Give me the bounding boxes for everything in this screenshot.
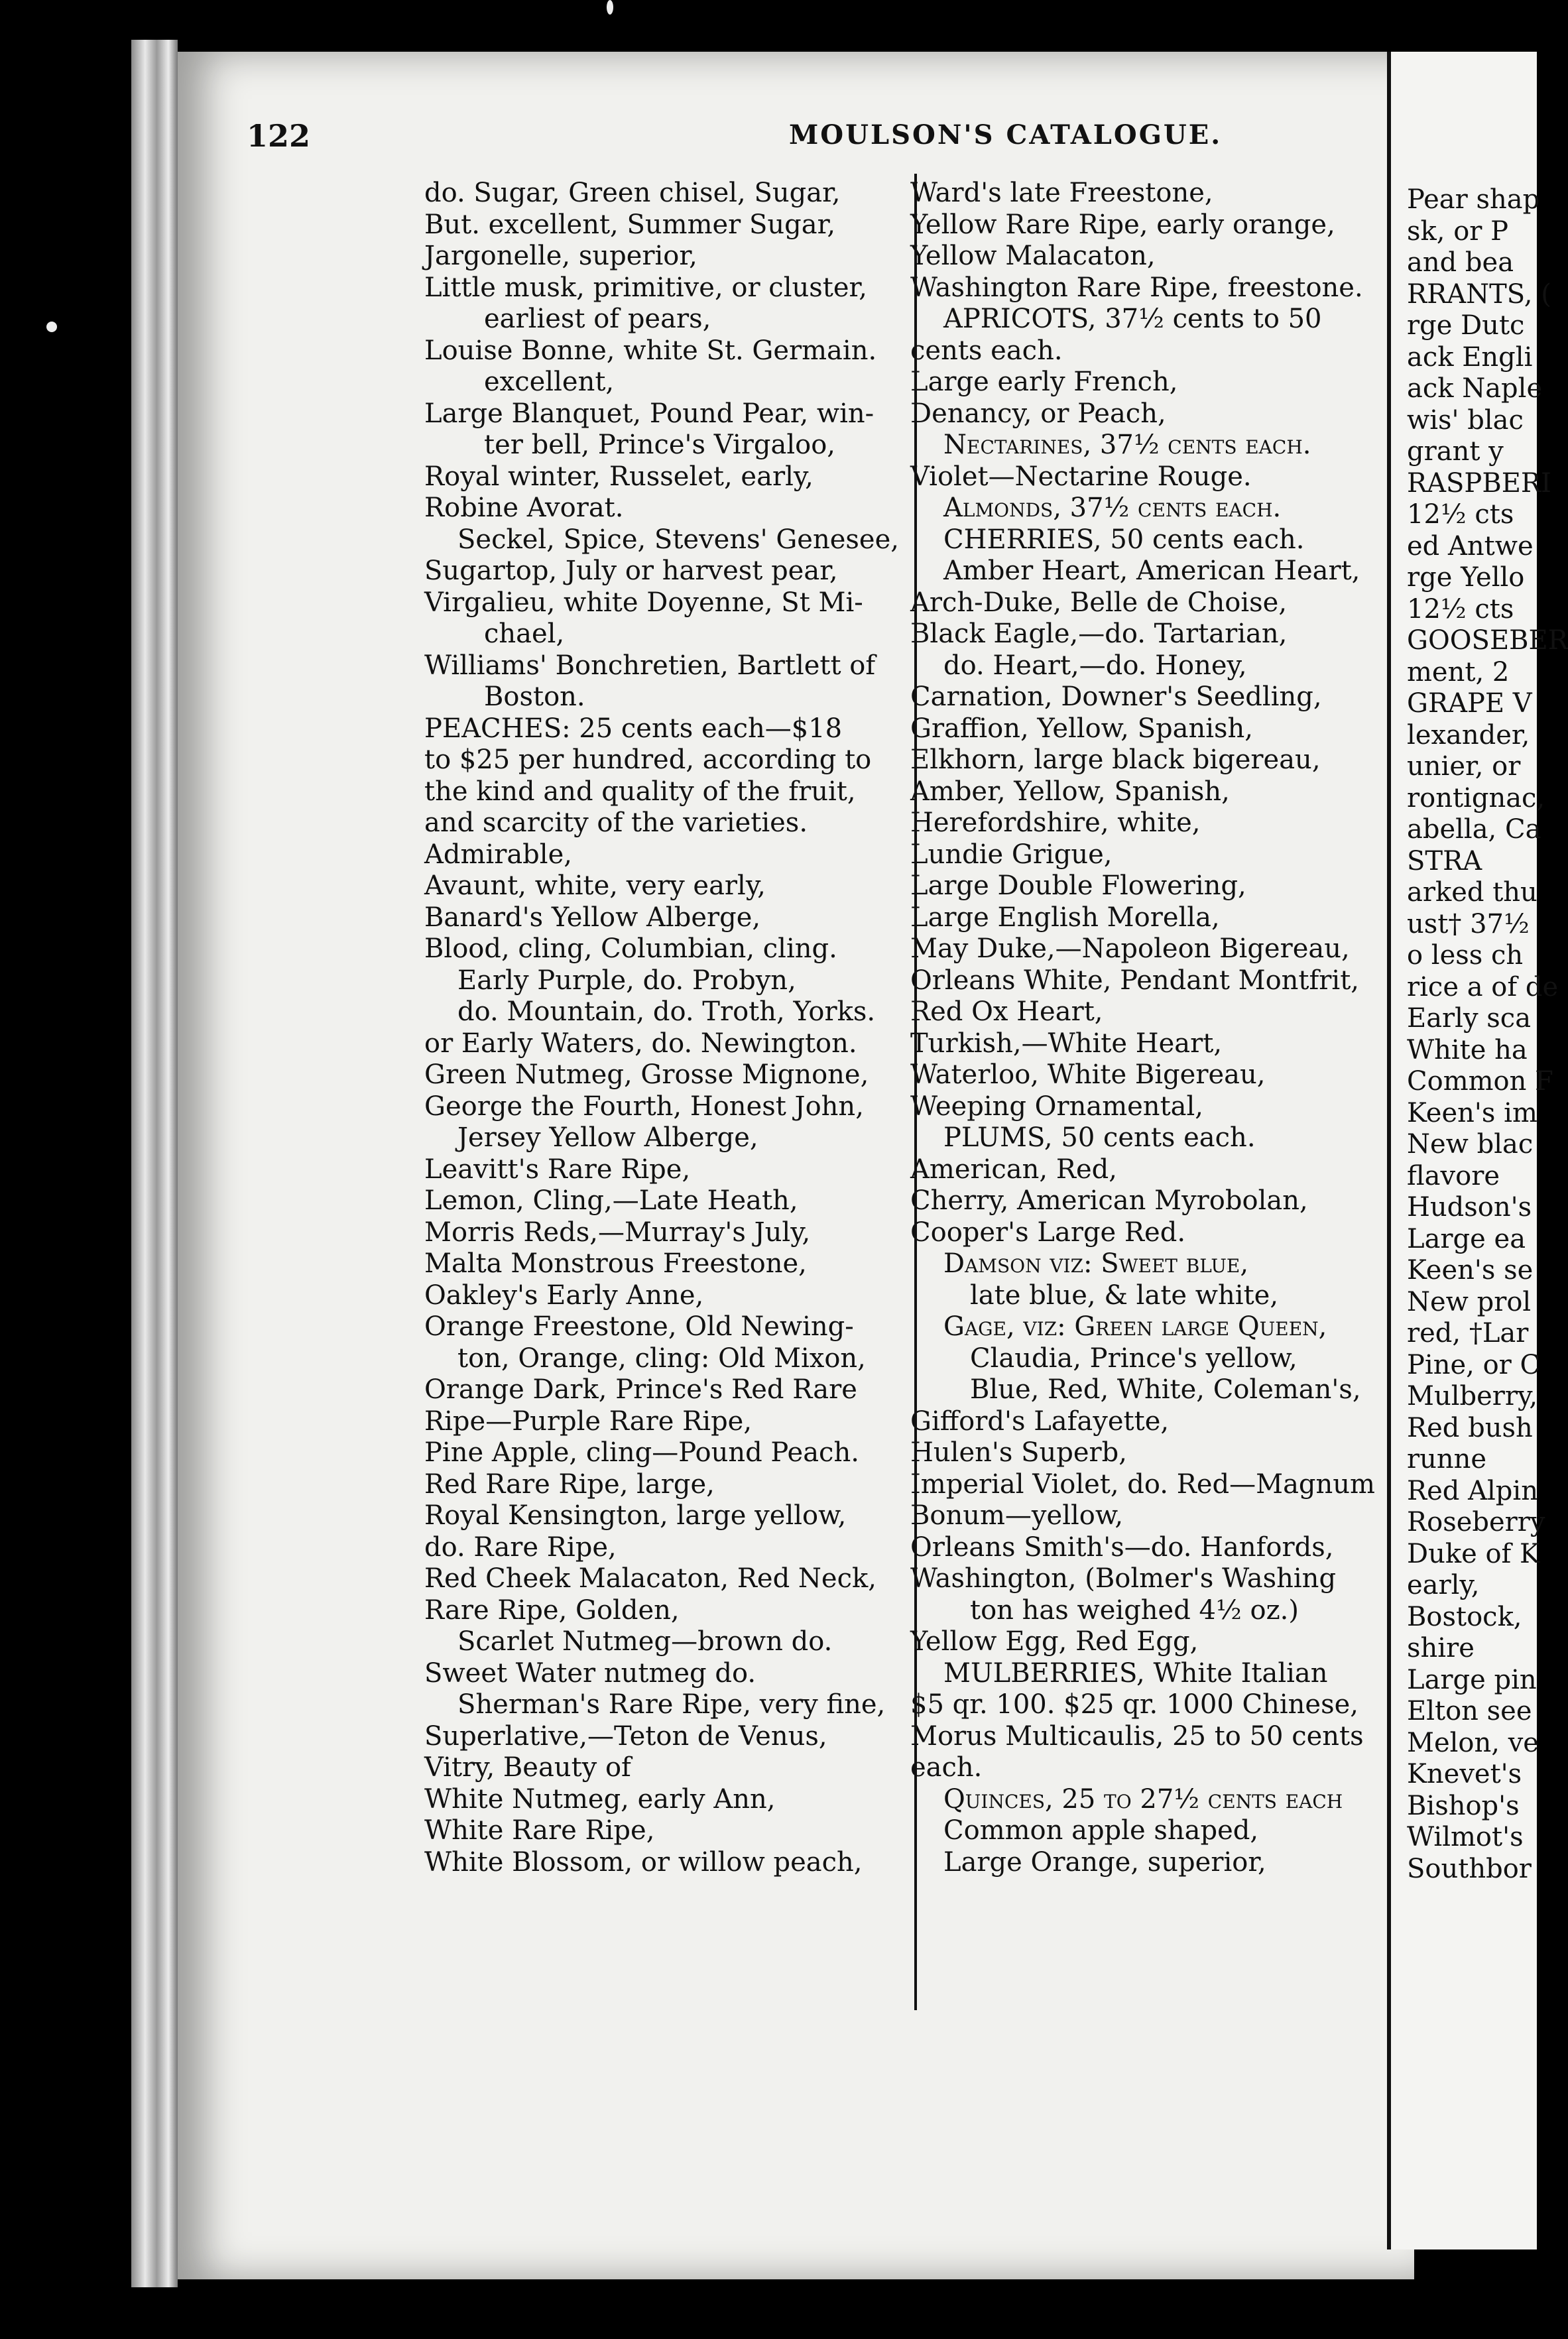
- text-line: Large ea: [1407, 1223, 1526, 1254]
- text-line: sk, or P: [1407, 215, 1509, 247]
- text-line: shire: [1407, 1633, 1475, 1663]
- text-line: Large pin: [1407, 1664, 1537, 1695]
- text-line: ed Antwe: [1407, 530, 1534, 562]
- text-line: Jargonelle, superior,: [424, 241, 697, 271]
- text-line: rge Yello: [1407, 562, 1525, 593]
- text-line: Morus Multicaulis, 25 to 50 cents: [910, 1720, 1364, 1752]
- text-line: Vitry, Beauty of: [424, 1752, 631, 1783]
- text-line: red, †Lar: [1407, 1318, 1529, 1349]
- running-title: MOULSON'S CATALOGUE.: [789, 119, 1223, 150]
- text-line: early,: [1407, 1570, 1480, 1600]
- text-line: New blac: [1407, 1129, 1534, 1160]
- text-line: Large English Morella,: [910, 902, 1220, 933]
- text-line: Cooper's Large Red.: [910, 1217, 1186, 1248]
- text-line: Weeping Ornamental,: [910, 1091, 1203, 1122]
- text-line: Green Nutmeg, Grosse Mignone,: [424, 1059, 869, 1090]
- text-line: Lemon, Cling,—Late Heath,: [424, 1185, 798, 1216]
- text-line: Melon, ve: [1407, 1727, 1539, 1758]
- text-line: flavore: [1407, 1160, 1500, 1191]
- text-column-right-partial: [1407, 184, 1568, 1885]
- text-line: Common F: [1407, 1066, 1553, 1097]
- text-line: White Rare Ripe,: [424, 1815, 655, 1846]
- text-line: Jersey Yellow Alberge,: [457, 1122, 758, 1153]
- text-line: Pine, or C: [1407, 1349, 1541, 1380]
- text-line: Amber Heart, American Heart,: [943, 556, 1360, 586]
- text-line: Scarlet Nutmeg—brown do.: [457, 1626, 833, 1657]
- text-line: unier, or: [1407, 751, 1521, 782]
- text-line: 12½ cts: [1407, 593, 1514, 625]
- text-line: Violet—Nectarine Rouge.: [910, 461, 1252, 492]
- text-line: Orange Dark, Prince's Red Rare: [424, 1374, 857, 1405]
- text-line: Early Purple, do. Probyn,: [457, 965, 796, 996]
- text-line: Hudson's: [1407, 1192, 1532, 1223]
- text-line: New prol: [1407, 1286, 1532, 1317]
- text-line: Large Orange, superior,: [943, 1846, 1266, 1878]
- text-line: White ha: [1407, 1034, 1528, 1065]
- speck: [46, 322, 57, 332]
- text-line: 12½ cts: [1407, 499, 1514, 530]
- text-line: cents each.: [910, 335, 1063, 366]
- text-line: Almonds, 37½ cents each.: [943, 493, 1282, 523]
- text-line: Cherry, American Myrobolan,: [910, 1185, 1308, 1216]
- text-line: Red Rare Ripe, large,: [424, 1469, 715, 1500]
- text-line: to $25 per hundred, according to: [424, 745, 872, 775]
- text-column-left: [424, 178, 905, 1878]
- text-line: o less ch: [1407, 940, 1524, 971]
- text-line: abella, Ca: [1407, 814, 1541, 845]
- text-line: Blue, Red, White, Coleman's,: [970, 1374, 1361, 1405]
- text-line: rontignac,: [1407, 782, 1545, 813]
- text-line: or Early Waters, do. Newington.: [424, 1028, 857, 1059]
- text-line: Elton see: [1407, 1696, 1532, 1726]
- text-line: Amber, Yellow, Spanish,: [910, 776, 1230, 807]
- text-line: Yellow Malacaton,: [910, 241, 1156, 271]
- text-line: Blood, cling, Columbian, cling.: [424, 933, 837, 964]
- text-line: Sherman's Rare Ripe, very fine,: [457, 1689, 886, 1720]
- text-line: APRICOTS, 37½ cents to 50: [943, 304, 1322, 334]
- text-column-middle: [910, 178, 1394, 1878]
- text-line: Keen's se: [1407, 1255, 1534, 1286]
- text-line: Elkhorn, large black bigereau,: [910, 745, 1321, 775]
- text-line: Bostock,: [1407, 1601, 1522, 1632]
- text-line: Duke of K: [1407, 1538, 1539, 1569]
- text-line: MULBERRIES, White Italian: [943, 1657, 1328, 1689]
- text-line: Herefordshire, white,: [910, 808, 1201, 838]
- text-line: Keen's im: [1407, 1097, 1538, 1128]
- text-line: Quinces, 25 to 27½ cents each: [943, 1783, 1343, 1815]
- text-line: Ripe—Purple Rare Ripe,: [424, 1406, 753, 1437]
- text-line: Large Blanquet, Pound Pear, win-: [424, 398, 874, 429]
- text-line: Royal winter, Russelet, early,: [424, 461, 814, 492]
- text-line: RRANTS, (: [1407, 278, 1551, 310]
- text-line: Orleans White, Pendant Montfrit,: [910, 965, 1360, 996]
- text-line: RASPBERI: [1407, 467, 1551, 499]
- text-line: runne: [1407, 1444, 1487, 1474]
- text-line: Large early French,: [910, 367, 1178, 397]
- text-line: Red Ox Heart,: [910, 996, 1103, 1027]
- text-line: Denancy, or Peach,: [910, 398, 1166, 429]
- text-line: do. Sugar, Green chisel, Sugar,: [424, 178, 841, 208]
- text-line: Roseberry: [1407, 1507, 1545, 1537]
- text-line: Graffion, Yellow, Spanish,: [910, 713, 1254, 744]
- page-number: 122: [247, 118, 311, 154]
- text-line: Royal Kensington, large yellow,: [424, 1500, 847, 1531]
- text-line: $5 qr. 100. $25 qr. 1000 Chinese,: [910, 1689, 1358, 1720]
- text-line: GOOSEBER: [1407, 625, 1568, 656]
- speck: [607, 0, 613, 15]
- text-line: ment, 2: [1407, 656, 1510, 688]
- text-line: Seckel, Spice, Stevens' Genesee,: [457, 524, 899, 555]
- text-line: Sugartop, July or harvest pear,: [424, 556, 838, 586]
- text-line: George the Fourth, Honest John,: [424, 1091, 864, 1122]
- text-line: ter bell, Prince's Virgaloo,: [484, 430, 835, 460]
- text-line: Little musk, primitive, or cluster,: [424, 272, 867, 303]
- text-line: Superlative,—Teton de Venus,: [424, 1720, 827, 1752]
- text-line: rice a of de: [1407, 971, 1559, 1002]
- text-line: ton has weighed 4½ oz.): [970, 1594, 1299, 1626]
- text-line: lexander,: [1407, 719, 1530, 750]
- text-line: Large Double Flowering,: [910, 870, 1246, 901]
- text-line: Red bush: [1407, 1412, 1533, 1443]
- text-line: Sweet Water nutmeg do.: [424, 1657, 756, 1689]
- text-line: Louise Bonne, white St. Germain.: [424, 335, 877, 366]
- text-line: Mulberry,: [1407, 1381, 1538, 1411]
- text-line: Knevet's: [1407, 1759, 1522, 1789]
- text-line: Southbor: [1407, 1853, 1532, 1884]
- text-line: Red Alpin: [1407, 1475, 1538, 1506]
- text-line: Ward's late Freestone,: [910, 178, 1213, 208]
- text-line: ust† 37½: [1407, 908, 1530, 939]
- text-line: wis' blac: [1407, 404, 1524, 436]
- text-line: Oakley's Early Anne,: [424, 1280, 704, 1311]
- text-line: earliest of pears,: [484, 304, 711, 334]
- text-line: CHERRIES, 50 cents each.: [943, 524, 1305, 555]
- text-line: rge Dutc: [1407, 310, 1525, 341]
- text-line: Black Eagle,—do. Tartarian,: [910, 619, 1288, 649]
- text-line: Avaunt, white, very early,: [424, 870, 766, 901]
- text-line: arked thu: [1407, 877, 1538, 908]
- text-line: Damson viz: Sweet blue,: [943, 1248, 1249, 1279]
- text-line: Washington, (Bolmer's Washing: [910, 1563, 1337, 1594]
- text-line: Williams' Bonchretien, Bartlett of: [424, 650, 876, 681]
- text-line: White Nutmeg, early Ann,: [424, 1783, 776, 1815]
- text-line: ton, Orange, cling: Old Mixon,: [457, 1343, 866, 1374]
- text-line: Gifford's Lafayette,: [910, 1406, 1170, 1437]
- text-line: Admirable,: [424, 839, 572, 870]
- text-line: Carnation, Downer's Seedling,: [910, 682, 1322, 712]
- text-line: Waterloo, White Bigereau,: [910, 1059, 1266, 1090]
- text-line: Nectarines, 37½ cents each.: [943, 430, 1311, 460]
- text-line: Hulen's Superb,: [910, 1437, 1127, 1468]
- text-line: excellent,: [484, 367, 615, 397]
- text-line: Imperial Violet, do. Red—Magnum: [910, 1469, 1375, 1500]
- text-line: do. Mountain, do. Troth, Yorks.: [457, 996, 876, 1027]
- text-line: Leavitt's Rare Ripe,: [424, 1154, 691, 1185]
- text-line: Pine Apple, cling—Pound Peach.: [424, 1437, 859, 1468]
- text-line: Lundie Grigue,: [910, 839, 1113, 870]
- text-line: Gage, viz: Green large Queen,: [943, 1311, 1327, 1342]
- text-line: Orleans Smith's—do. Hanfords,: [910, 1531, 1334, 1563]
- book-edge: [131, 40, 178, 2287]
- text-line: Robine Avorat.: [424, 493, 624, 523]
- text-line: White Blossom, or willow peach,: [424, 1846, 863, 1878]
- text-line: do. Rare Ripe,: [424, 1531, 617, 1563]
- text-line: Common apple shaped,: [943, 1815, 1259, 1846]
- text-line: Rare Ripe, Golden,: [424, 1594, 680, 1626]
- text-line: Virgalieu, white Doyenne, St Mi-: [424, 587, 863, 618]
- text-line: Banard's Yellow Alberge,: [424, 902, 761, 933]
- text-line: the kind and quality of the fruit,: [424, 776, 856, 807]
- text-line: chael,: [484, 619, 565, 649]
- text-line: Wilmot's: [1407, 1822, 1524, 1852]
- text-line: Boston.: [484, 682, 585, 712]
- text-line: Early sca: [1407, 1003, 1532, 1034]
- text-line: GRAPE V: [1407, 688, 1532, 719]
- text-line: Bonum—yellow,: [910, 1500, 1124, 1531]
- text-line: Claudia, Prince's yellow,: [970, 1343, 1297, 1374]
- text-line: do. Heart,—do. Honey,: [943, 650, 1247, 681]
- text-line: But. excellent, Summer Sugar,: [424, 209, 836, 240]
- text-line: STRA: [1407, 845, 1482, 876]
- text-line: Arch-Duke, Belle de Choise,: [910, 587, 1288, 618]
- text-line: Yellow Rare Ripe, early orange,: [910, 209, 1335, 240]
- text-line: ack Engli: [1407, 341, 1533, 373]
- text-line: Malta Monstrous Freestone,: [424, 1248, 807, 1279]
- text-line: American, Red,: [910, 1154, 1117, 1185]
- text-line: each.: [910, 1752, 983, 1783]
- text-line: late blue, & late white,: [970, 1280, 1279, 1311]
- text-line: Turkish,—White Heart,: [910, 1028, 1223, 1059]
- text-line: Morris Reds,—Murray's July,: [424, 1217, 811, 1248]
- text-line: grant y: [1407, 436, 1504, 467]
- text-line: PEACHES: 25 cents each—$18: [424, 713, 843, 744]
- text-line: Red Cheek Malacaton, Red Neck,: [424, 1563, 876, 1594]
- text-line: Yellow Egg, Red Egg,: [910, 1626, 1199, 1657]
- text-line: and scarcity of the varieties.: [424, 808, 808, 838]
- text-line: Washington Rare Ripe, freestone.: [910, 272, 1363, 303]
- page-header: [0, 118, 1533, 158]
- text-line: and bea: [1407, 247, 1514, 278]
- text-line: PLUMS, 50 cents each.: [943, 1122, 1256, 1153]
- text-line: Orange Freestone, Old Newing-: [424, 1311, 854, 1342]
- text-line: Pear shap: [1407, 184, 1540, 215]
- text-line: May Duke,—Napoleon Bigereau,: [910, 933, 1350, 964]
- text-line: ack Naple: [1407, 373, 1543, 404]
- text-line: Bishop's: [1407, 1790, 1520, 1821]
